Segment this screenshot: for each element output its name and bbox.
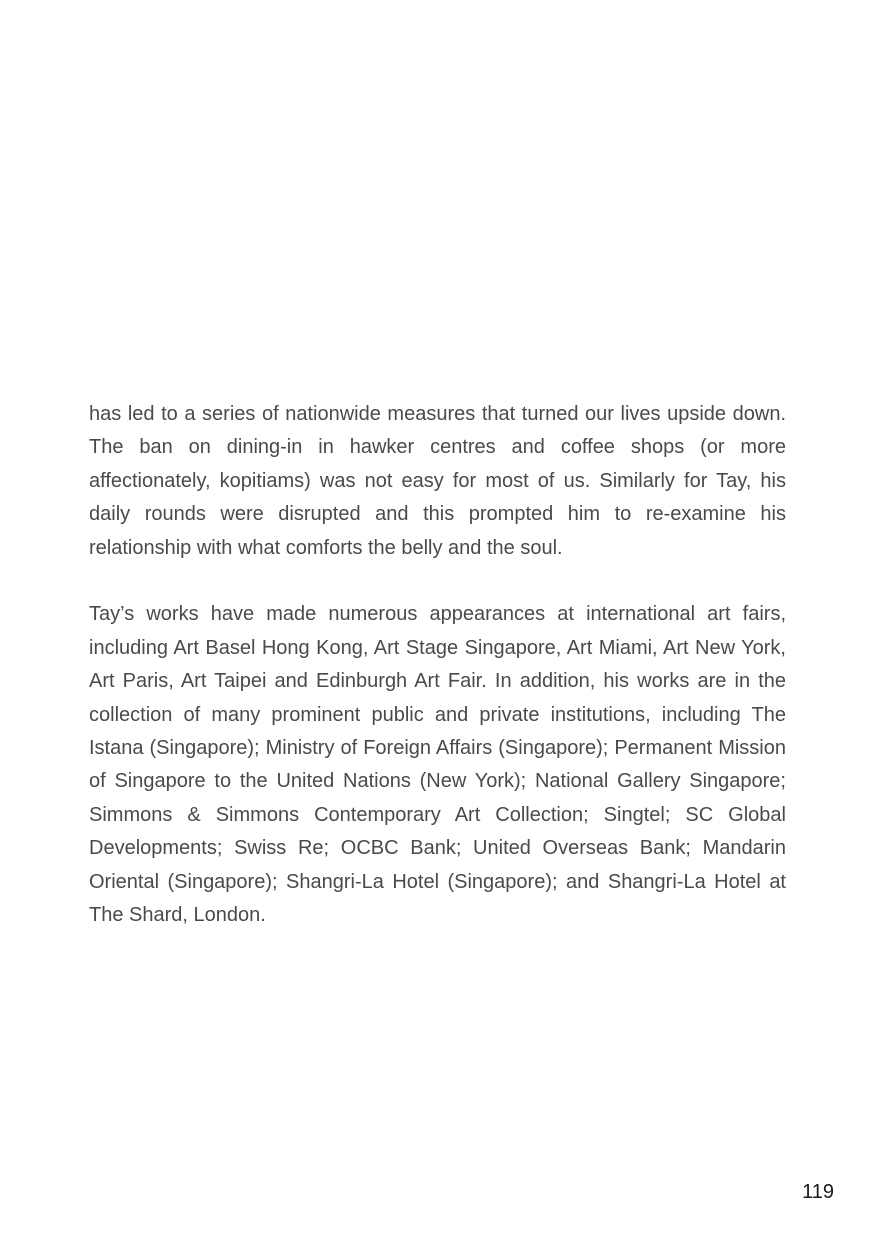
paragraph-covid-measures: has led to a series of nationwide measures that turned our lives upside down. The ban on dining-in in hawker centres and coffee shops (or more affectionately, kopitiams) was not easy for most of us. Similarly for Tay, his daily rounds were disrupted and this prompted him to re-examine his relationship with what comforts the belly and the soul. — [89, 403, 786, 559]
body-text — [89, 398, 786, 932]
page-number: 119 — [802, 1181, 834, 1203]
paragraph-exhibitions-collections: Tay’s works have made numerous appearances at international art fairs, including Art Basel Hong Kong, Art Stage Singapore, Art Miami, Art New York, Art Paris, Art Taipei and Edinburgh Art Fair. In addition, his works are in the collection of many prominent public and private institutions, including The Istana (Singapore); Ministry of Foreign Affairs (Singapore); Permanent Mission of Singapore to the United Nations (New York); National Gallery Singapore; Simmons & Simmons Contemporary Art Collection; Singtel; SC Global Developments; Swiss Re; OCBC Bank; United Overseas Bank; Mandarin Oriental (Singapore); Shangri-La Hotel (Singapore); and Shangri-La Hotel at The Shard, London. — [89, 603, 786, 927]
